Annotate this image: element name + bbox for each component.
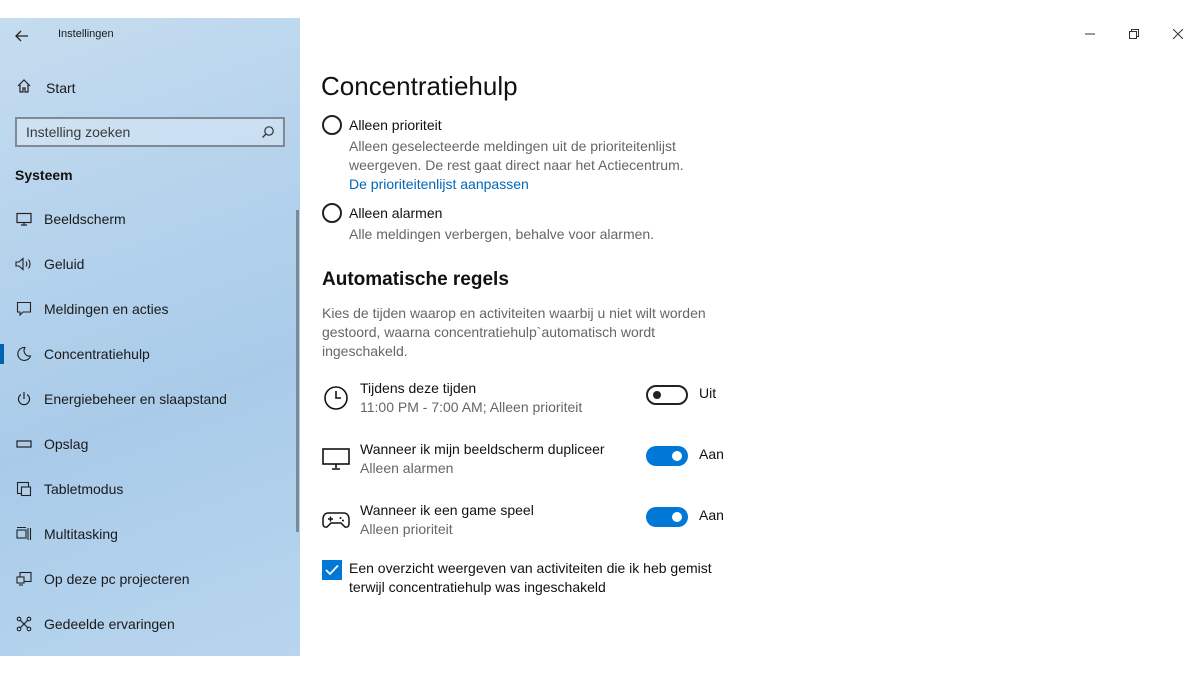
settings-window [0, 18, 1200, 656]
window-controls [1068, 18, 1200, 50]
toggle-knob [672, 512, 682, 522]
section-label: Systeem [15, 167, 73, 183]
restore-icon[interactable] [1112, 18, 1156, 50]
rule-toggle[interactable] [646, 385, 688, 405]
sidebar-item-label: Meldingen en acties [44, 300, 169, 317]
display-icon [15, 210, 33, 228]
radio-label: Alleen alarmen [349, 205, 443, 221]
rule-title: Tijdens deze tijden [360, 380, 477, 396]
shared-icon [15, 615, 33, 633]
gamepad-icon [322, 506, 350, 534]
notifications-icon [15, 300, 33, 318]
rule-tijden[interactable] [322, 380, 742, 420]
priority-list-link[interactable]: De prioriteitenlijst aanpassen [349, 176, 529, 192]
toggle-knob [672, 451, 682, 461]
toggle-state: Uit [699, 385, 717, 401]
multitasking-icon [15, 525, 33, 543]
rule-subtitle: Alleen prioriteit [360, 521, 453, 537]
home-link[interactable] [16, 78, 76, 98]
sidebar-item-label: Energiebeheer en slaapstand [44, 390, 227, 407]
title-bar [14, 26, 114, 46]
radio-alleen-prioriteit[interactable] [322, 115, 709, 135]
project-icon [15, 570, 33, 588]
minimize-icon[interactable] [1068, 18, 1112, 50]
search-input[interactable] [26, 124, 251, 140]
sidebar-item-geluid[interactable] [0, 241, 296, 286]
sidebar-scrollbar[interactable] [296, 210, 299, 532]
rule-game[interactable] [322, 502, 742, 542]
sidebar [0, 18, 300, 656]
home-icon [16, 78, 32, 99]
search-box[interactable] [15, 117, 285, 147]
sidebar-item-gedeelde-ervaringen[interactable] [0, 601, 296, 646]
clock-icon [322, 384, 350, 412]
sidebar-item-label: Geluid [44, 255, 85, 272]
back-arrow-icon[interactable] [14, 28, 30, 44]
summary-checkbox[interactable] [322, 560, 342, 580]
speaker-icon [15, 255, 33, 273]
sidebar-item-multitasking[interactable] [0, 511, 296, 556]
radio-label: Alleen prioriteit [349, 117, 442, 133]
rules-intro: Kies de tijden waarop en activiteiten waarbij u niet wilt worden gestoord, waarna concentratiehulp`automatisch wordt ingeschakeld. [322, 305, 706, 359]
radio-alleen-alarmen[interactable] [322, 203, 709, 223]
radio-button[interactable] [322, 115, 342, 135]
option-description: Alleen geselecteerde meldingen uit de prioriteitenlijst weergeven. De rest gaat direct naar het Actiecentrum. [349, 138, 684, 173]
power-icon [15, 390, 33, 408]
checkmark-icon [325, 564, 339, 576]
page-title: Concentratiehulp [321, 71, 518, 101]
main-content [300, 18, 1200, 656]
close-icon[interactable] [1156, 18, 1200, 50]
rule-title: Wanneer ik een game speel [360, 502, 534, 518]
sidebar-item-beeldscherm[interactable] [0, 196, 296, 241]
toggle-knob [653, 391, 661, 399]
tablet-icon [15, 480, 33, 498]
rules-heading: Automatische regels [322, 269, 509, 290]
rule-beeldscherm-dupliceren[interactable] [322, 441, 742, 481]
rule-subtitle: Alleen alarmen [360, 460, 454, 476]
sidebar-item-label: Concentratiehulp [44, 345, 150, 362]
sidebar-item-concentratiehulp[interactable] [0, 331, 296, 376]
window-title: Instellingen [58, 28, 114, 40]
sidebar-item-opslag[interactable] [0, 421, 296, 466]
sidebar-item-energiebeheer[interactable] [0, 376, 296, 421]
sidebar-item-projecteren[interactable] [0, 556, 296, 601]
sidebar-item-label: Beeldscherm [44, 210, 126, 227]
rule-toggle[interactable] [646, 446, 688, 466]
toggle-state: Aan [699, 507, 724, 523]
toggle-state: Aan [699, 446, 724, 462]
sidebar-item-label: Multitasking [44, 525, 118, 542]
moon-icon [15, 345, 33, 363]
radio-button[interactable] [322, 203, 342, 223]
option-alleen-alarmen [322, 203, 709, 244]
sidebar-item-meldingen[interactable] [0, 286, 296, 331]
sidebar-item-label: Op deze pc projecteren [44, 570, 190, 587]
sidebar-item-label: Gedeelde ervaringen [44, 615, 175, 632]
option-description: Alle meldingen verbergen, behalve voor alarmen. [349, 226, 655, 242]
sidebar-item-label: Tabletmodus [44, 480, 124, 497]
sidebar-item-label: Opslag [44, 435, 89, 452]
home-label: Start [46, 80, 76, 96]
monitor-icon [322, 445, 350, 473]
option-alleen-prioriteit [322, 115, 709, 194]
storage-icon [15, 435, 33, 453]
rule-toggle[interactable] [646, 507, 688, 527]
summary-checkbox-label: Een overzicht weergeven van activiteiten die ik heb gemist terwijl concentratiehulp was ingeschakeld [349, 560, 712, 595]
rule-title: Wanneer ik mijn beeldscherm dupliceer [360, 441, 605, 457]
sidebar-item-tabletmodus[interactable] [0, 466, 296, 511]
sidebar-nav [0, 196, 296, 646]
search-icon[interactable] [261, 125, 275, 144]
rule-subtitle: 11:00 PM - 7:00 AM; Alleen prioriteit [360, 399, 583, 415]
